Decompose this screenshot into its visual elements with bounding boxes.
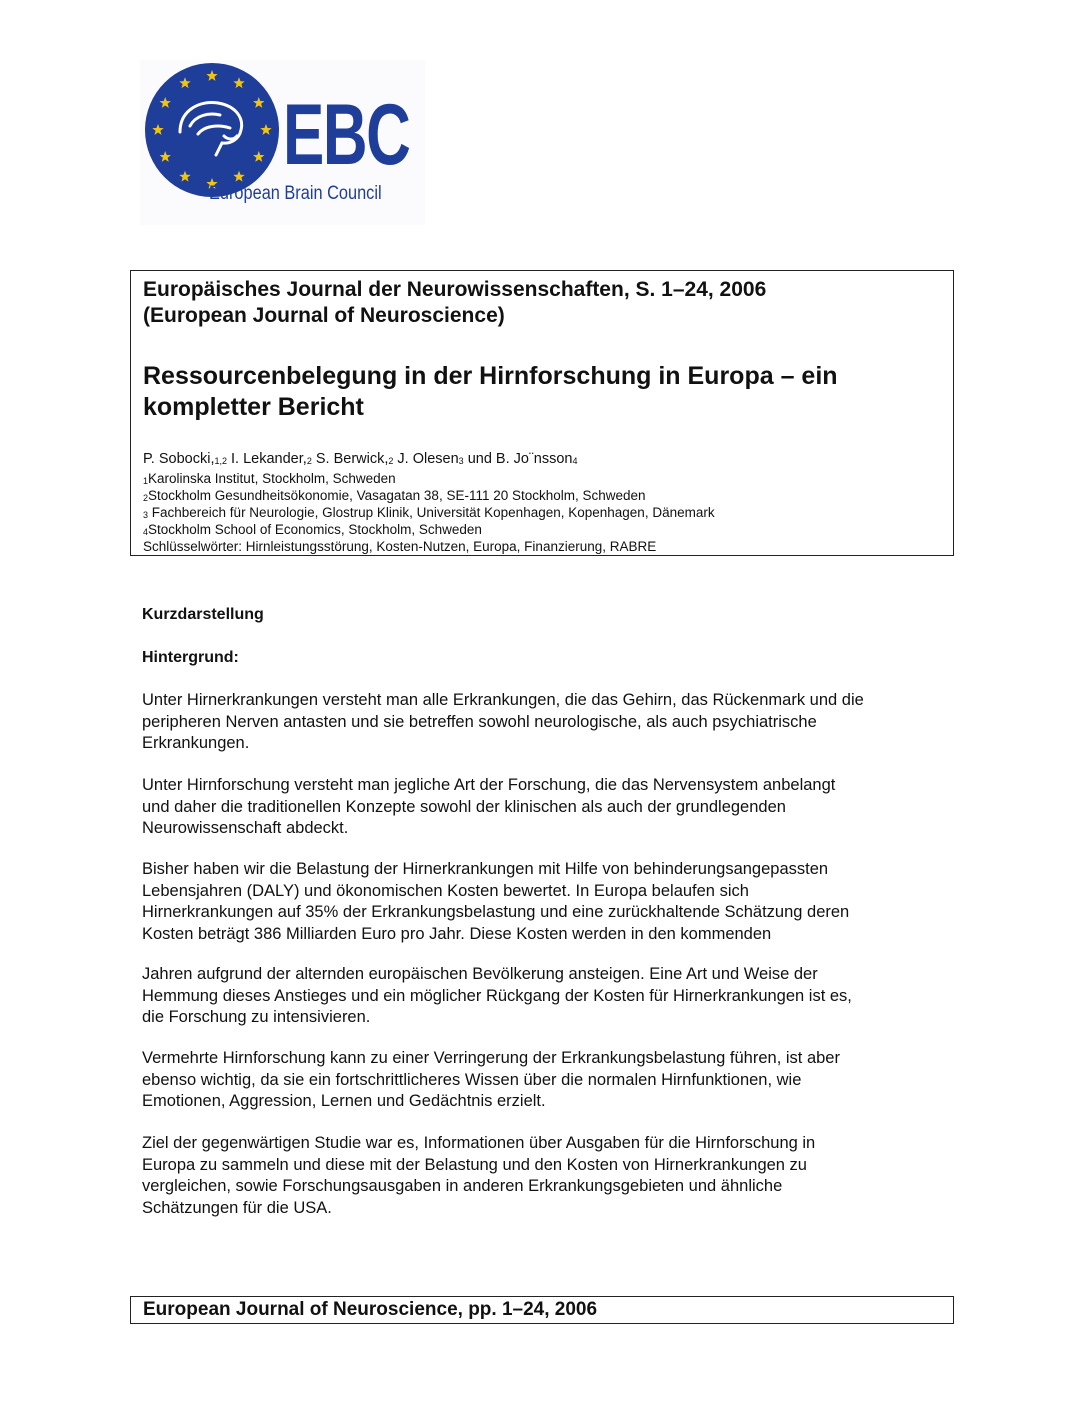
section-heading-abstract: Kurzdarstellung [142, 606, 264, 623]
paper-title-line-2: kompletter Bericht [143, 393, 364, 421]
author: und B. Jo¨nsson$_4$ [463, 451, 578, 467]
journal-title-line-2: (European Journal of Neuroscience) [143, 304, 505, 327]
section-heading-background: Hintergrund: [142, 649, 239, 666]
author-list [143, 451, 578, 470]
affiliation: $^2$Stockholm Gesundheitsökonomie, Vasagatan 38, SE-111 20 Stockholm, Schweden [143, 488, 646, 503]
paragraph: Jahren aufgrund der alternden europäischen Bevölkerung ansteigen. Eine Art und Weise der Hemmung dieses Anstieges und ein möglicher Rückgang der Kosten für Hirnerkrankungen ist es, die Forschung zu intensivieren. [142, 965, 852, 1026]
paragraph: Ziel der gegenwärtigen Studie war es, Informationen über Ausgaben für die Hirnforschung in Europa zu sammeln und diese mit der Belastung und den Kosten von Hirnerkrankungen zu vergleichen, sowie Forschungsausgaben in anderen Erkrankungsgebieten und ähnliche Schätzungen für die USA. [142, 1134, 816, 1217]
paragraph: Bisher haben wir die Belastung der Hirnerkrankungen mit Hilfe von behinderungsangepassten Lebensjahren (DALY) und ökonomischen Kosten bewertet. In Europa belaufen sich Hirnerkrankungen auf 35% der Erkrankungsbelastung und eine zurückhaltende Schätzung deren Kosten beträgt 386 Milliarden Euro pro Jahr. Diese Kosten werden in den kommenden [142, 860, 850, 943]
ebc-logo [140, 60, 425, 225]
affiliation: $^3$ Fachbereich für Neurologie, Glostrup Klinik, Universität Kopenhagen, Kopenhagen, Dänemark [143, 505, 715, 520]
logo-subtitle: European Brain Council [209, 183, 382, 204]
affiliation: $^1$Karolinska Institut, Stockholm, Schweden [143, 471, 396, 486]
author: S. $Berwick,_2$ [311, 451, 394, 467]
paper-title [143, 361, 838, 423]
paragraph: Unter Hirnerkrankungen versteht man alle Erkrankungen, die das Gehirn, das Rückenmark und die peripheren Nerven antasten und sie betreffen sowohl neurologische, als auch psychiatrische Erkrankungen. [142, 691, 864, 752]
journal-title-line-1: Europäisches Journal der Neurowissenschaften, S. 1–24, 2006 [143, 278, 767, 301]
logo-wordmark: EBC [283, 87, 410, 183]
paragraph: Vermehrte Hirnforschung kann zu einer Verringerung der Erkrankungsbelastung führen, ist aber ebenso wichtig, da sie ein fortschrittlicheres Wissen über die normalen Hirnfunktionen, wie Emotionen, Aggression, Lernen und Gedächtnis erzielt. [142, 1049, 840, 1110]
footer-citation-box [130, 1296, 954, 1324]
author: J. Olesen$_3$ [393, 451, 464, 467]
keywords: Schlüsselwörter: Hirnleistungsstörung, Kosten-Nutzen, Europa, Finanzierung, RABRE [143, 539, 657, 554]
paragraph: Unter Hirnforschung versteht man jegliche Art der Forschung, die das Nervensystem anbelangt und daher die traditionellen Konzepte sowohl der klinischen als auch der grundlegenden Neurowissenschaft abdeckt. [142, 776, 836, 837]
article-header-box [130, 270, 954, 556]
affiliation: $^4$Stockholm School of Economics, Stockholm, Schweden [143, 522, 482, 537]
author: P. $Sobocki,_{1,2}$ [143, 451, 227, 467]
footer-citation: European Journal of Neuroscience, pp. 1–24, 2006 [143, 1299, 598, 1320]
author: I. $Lekander,_2$ [227, 451, 312, 467]
journal-title [143, 277, 766, 329]
paper-title-line-1: Ressourcenbelegung in der Hirnforschung in Europa – ein [143, 362, 838, 390]
